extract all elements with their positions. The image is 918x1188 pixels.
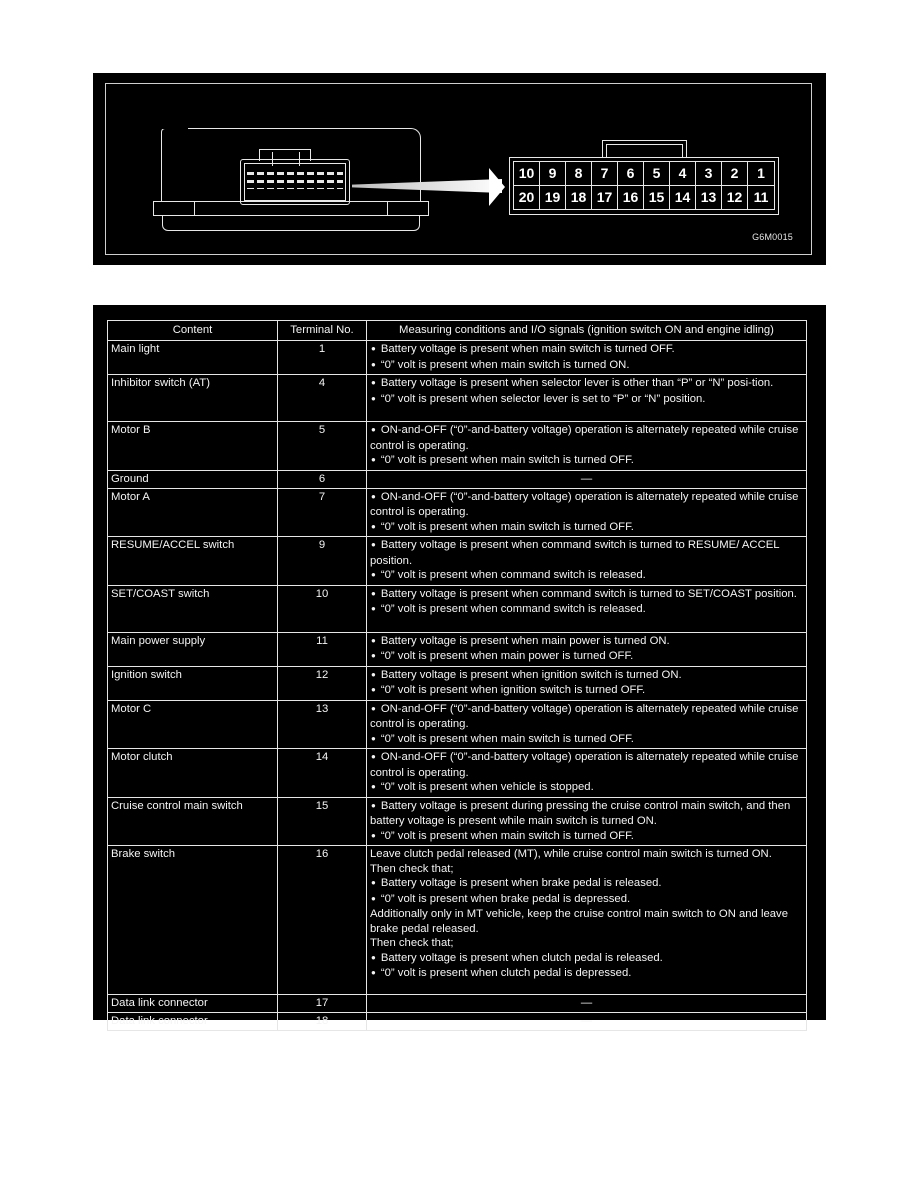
bullet-line: ● “0” volt is present when main power is turned OFF. <box>370 649 803 665</box>
text-line: Then check that; <box>370 937 454 949</box>
table-body <box>108 341 807 1031</box>
cell-content: Data link connector <box>108 995 278 1013</box>
cell-terminal-no: 17 <box>278 995 367 1013</box>
pin-label: 7 <box>592 162 618 186</box>
bullet-line: ● ON-and-OFF (“0”-and-battery voltage) operation is alternately repeated while cruise control is operating. <box>370 490 803 520</box>
pin-label: 15 <box>644 186 670 210</box>
cell-terminal-no: 18 <box>278 1013 367 1031</box>
pin-label: 8 <box>566 162 592 186</box>
table-row <box>108 470 807 488</box>
cell-content: SET/COAST switch <box>108 585 278 632</box>
bullet-line: ● “0” volt is present when command switch is released. <box>370 568 803 584</box>
cell-terminal-no: 6 <box>278 470 367 488</box>
cell-content: Motor A <box>108 488 278 537</box>
bullet-line: ● Battery voltage is present when main power is turned ON. <box>370 634 803 650</box>
terminal-table <box>107 320 807 1031</box>
cell-conditions: — <box>367 470 807 488</box>
bullet-line: ● “0” volt is present when selector lever is set to “P” or “N” position. <box>370 392 803 408</box>
header-terminal: Terminal No. <box>278 321 367 341</box>
cell-content: Motor clutch <box>108 749 278 798</box>
connector-key-tab-icon <box>602 140 687 158</box>
pin-label: 4 <box>670 162 696 186</box>
table-row <box>108 1013 807 1031</box>
cell-content: Ground <box>108 470 278 488</box>
header-conditions: Measuring conditions and I/O signals (ignition switch ON and engine idling) <box>367 321 807 341</box>
bullet-line: ● Battery voltage is present when selector lever is other than “P” or “N” posi-tion. <box>370 376 803 392</box>
cell-conditions <box>367 632 807 666</box>
pin-label: 11 <box>753 189 769 206</box>
terminal-table-panel <box>93 305 826 1027</box>
table-row <box>108 341 807 375</box>
cell-content: RESUME/ACCEL switch <box>108 537 278 586</box>
cell-terminal-no: 16 <box>278 846 367 995</box>
cell-content: Brake switch <box>108 846 278 995</box>
table-row <box>108 488 807 537</box>
pin-label: 18 <box>566 186 592 210</box>
pin-label: 2 <box>722 162 748 186</box>
bullet-line: ● “0” volt is present when command switch is released. <box>370 602 803 618</box>
cell-content: Motor C <box>108 700 278 749</box>
cell-content: Main power supply <box>108 632 278 666</box>
connector-figure <box>93 73 826 265</box>
terminal-pin-diagram <box>509 157 779 215</box>
pin-label: 20 <box>514 186 540 210</box>
figure-frame <box>105 83 812 255</box>
header-content: Content <box>108 321 278 341</box>
control-module-base-icon <box>162 215 420 231</box>
pin-label: 3 <box>696 162 722 186</box>
table-row <box>108 995 807 1013</box>
cell-content: Data link connector <box>108 1013 278 1031</box>
table-row <box>108 700 807 749</box>
pin-label: 16 <box>618 186 644 210</box>
cell-terminal-no: 11 <box>278 632 367 666</box>
table-row <box>108 632 807 666</box>
terminal-pin-grid <box>513 161 775 210</box>
pin-label: 5 <box>644 162 670 186</box>
cell-conditions <box>367 375 807 422</box>
bullet-line: ● Battery voltage is present when main switch is turned OFF. <box>370 342 803 358</box>
table-row <box>108 537 807 586</box>
cell-conditions <box>367 666 807 700</box>
cell-conditions <box>367 341 807 375</box>
cell-conditions <box>367 846 807 995</box>
pin-label: 13 <box>696 186 722 210</box>
cell-conditions <box>367 585 807 632</box>
cell-content: Cruise control main switch <box>108 797 278 846</box>
bullet-line: ● ON-and-OFF (“0”-and-battery voltage) operation is alternately repeated while cruise control is operating. <box>370 750 803 780</box>
cell-terminal-no: 10 <box>278 585 367 632</box>
cell-content: Inhibitor switch (AT) <box>108 375 278 422</box>
cell-conditions <box>367 700 807 749</box>
text-line: Leave clutch pedal released (MT), while cruise control main switch is turned ON. <box>370 848 772 860</box>
cell-terminal-no: 13 <box>278 700 367 749</box>
cell-conditions: — <box>367 995 807 1013</box>
table-row <box>108 846 807 995</box>
bullet-line: ● “0” volt is present when main switch is turned OFF. <box>370 732 803 748</box>
bullet-line: ● ON-and-OFF (“0”-and-battery voltage) operation is alternately repeated while cruise control is operating. <box>370 702 803 732</box>
bullet-line: ● “0” volt is present when main switch is turned OFF. <box>370 829 803 845</box>
bullet-line: ● Battery voltage is present when brake pedal is released. <box>370 876 803 892</box>
pin-label: 1 <box>748 162 774 186</box>
cell-terminal-no: 12 <box>278 666 367 700</box>
socket-pin-row-icon <box>247 180 343 183</box>
bullet-line: ● “0” volt is present when main switch is turned ON. <box>370 358 803 374</box>
cell-terminal-no: 4 <box>278 375 367 422</box>
cell-terminal-no: 14 <box>278 749 367 798</box>
bullet-line: ● “0” volt is present when brake pedal is depressed. <box>370 892 803 908</box>
cell-conditions <box>367 422 807 471</box>
cell-conditions <box>367 749 807 798</box>
cell-terminal-no: 1 <box>278 341 367 375</box>
socket-pin-row-icon <box>247 172 343 175</box>
bullet-line: ● “0” volt is present when main switch is turned OFF. <box>370 520 803 536</box>
bullet-line: ● “0” volt is present when ignition switch is turned OFF. <box>370 683 803 699</box>
cell-content: Ignition switch <box>108 666 278 700</box>
table-row <box>108 375 807 422</box>
text-line: Then check that; <box>370 862 454 875</box>
bullet-line: ● ON-and-OFF (“0”-and-battery voltage) operation is alternately repeated while cruise control is operating. <box>370 423 803 453</box>
cell-terminal-no: 15 <box>278 797 367 846</box>
table-row <box>108 749 807 798</box>
bullet-line: ● Battery voltage is present during pressing the cruise control main switch, and then battery voltage is present while main switch is turned ON. <box>370 799 803 829</box>
table-row <box>108 585 807 632</box>
bullet-line: ● Battery voltage is present when command switch is turned to SET/COAST position. <box>370 587 803 603</box>
pin-label: 12 <box>722 186 748 210</box>
bullet-line: ● Battery voltage is present when clutch pedal is released. <box>370 951 803 967</box>
pin-label: 9 <box>540 162 566 186</box>
cell-terminal-no: 9 <box>278 537 367 586</box>
table-row <box>108 666 807 700</box>
bullet-line: ● “0” volt is present when main switch is turned OFF. <box>370 453 803 469</box>
socket-pin-row-icon <box>247 188 343 189</box>
cell-conditions <box>367 537 807 586</box>
pin-label: 6 <box>618 162 644 186</box>
pin-label: 10 <box>514 162 540 186</box>
bullet-line: ● “0” volt is present when vehicle is stopped. <box>370 780 803 796</box>
bullet-line: ● Battery voltage is present when ignition switch is turned ON. <box>370 668 803 684</box>
arrow-head-icon <box>489 168 505 206</box>
bullet-line: ● Battery voltage is present when command switch is turned to RESUME/ ACCEL position. <box>370 538 803 568</box>
text-line: Additionally only in MT vehicle, keep the cruise control main switch to ON and leave brake pedal released. <box>370 908 788 935</box>
pin-label: 17 <box>592 186 618 210</box>
cell-conditions: — <box>367 1013 807 1031</box>
bullet-line: ● “0” volt is present when clutch pedal is depressed. <box>370 966 803 982</box>
pin-label: 14 <box>670 186 696 210</box>
cell-terminal-no: 5 <box>278 422 367 471</box>
cell-conditions <box>367 797 807 846</box>
table-header-row <box>108 321 807 341</box>
table-row <box>108 797 807 846</box>
cell-content: Motor B <box>108 422 278 471</box>
pin-label: 19 <box>540 186 566 210</box>
cell-content: Main light <box>108 341 278 375</box>
cell-terminal-no: 7 <box>278 488 367 537</box>
figure-code: G6M0015 <box>752 232 793 242</box>
cell-conditions <box>367 488 807 537</box>
table-row <box>108 422 807 471</box>
